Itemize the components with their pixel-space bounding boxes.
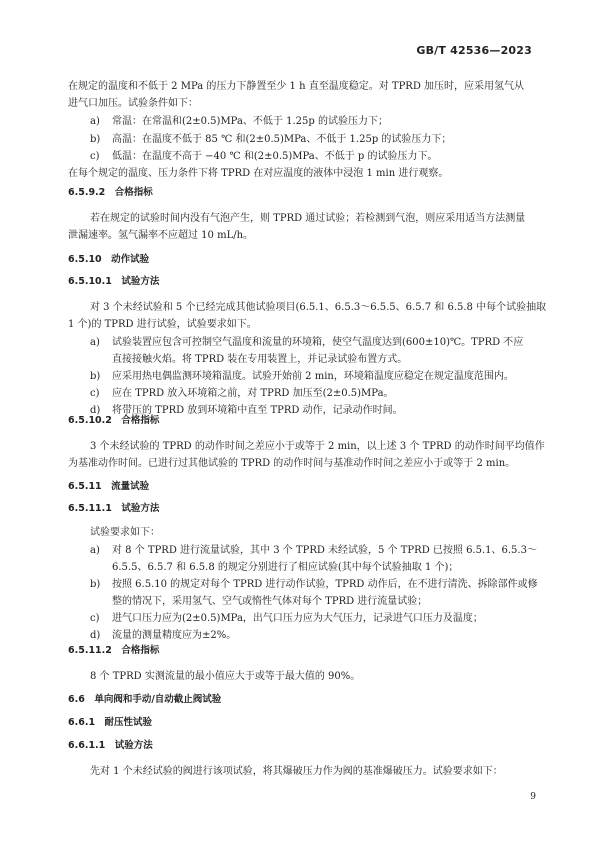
list-marker: a) [90, 545, 100, 556]
list-marker: c) [90, 151, 100, 162]
list-item [90, 544, 538, 558]
section-heading: 6.5.11.2 合格指标 [68, 645, 160, 656]
section-heading: 6.6.1 耐压性试验 [68, 717, 153, 728]
list-item-continuation: 直接接触火焰。将 TPRD 装在专用装置上，并记录试验布置方式。 [112, 354, 408, 365]
list-item [90, 629, 538, 643]
list-text: 试验装置应包含可控制空气温度和流量的环境箱，使空气温度达到(600±10)℃。TPRD 不应 [112, 337, 524, 348]
section-heading: 6.5.9.2 合格指标 [68, 187, 153, 198]
standard-number: GB/T 42536—2023 [416, 44, 532, 57]
paragraph-line: 对 3 个未经试验和 5 个已经完成其他试验项目(6.5.1、6.5.3～6.5.5、6.5.7 和 6.5.8 中每个试验抽取 [90, 302, 547, 313]
list-text: 应在 TPRD 放入环境箱之前，对 TPRD 加压至(2±0.5)MPa。 [112, 388, 394, 399]
list-item [90, 150, 538, 164]
section-heading: 6.5.10 动作试验 [68, 254, 150, 265]
list-marker: d) [90, 630, 101, 641]
section-heading: 6.5.11.1 试验方法 [68, 503, 160, 514]
list-marker: b) [90, 134, 101, 145]
list-text: 对 8 个 TPRD 进行流量试验，其中 3 个 TPRD 未经试验，5 个 TPRD 已按照 6.5.1、6.5.3～ [112, 545, 537, 556]
list-item [90, 370, 538, 384]
list-marker: d) [90, 405, 101, 416]
list-item-continuation: 整的情况下，采用氢气、空气或惰性气体对每个 TPRD 进行流量试验； [112, 596, 428, 607]
list-text: 高温：在温度不低于 85 ℃ 和(2±0.5)MPa、不低于 1.25p 的试验压力下； [112, 134, 452, 145]
list-marker: c) [90, 388, 100, 399]
list-item-continuation: 6.5.5、6.5.7 和 6.5.8 的规定分别进行了相应试验(其中每个试验抽取 1 个)； [112, 562, 459, 573]
list-text: 应采用热电偶监测环境箱温度。试验开始前 2 min，环境箱温度应稳定在规定温度范围内。 [112, 371, 514, 382]
list-item [90, 336, 538, 350]
paragraph-line: 试验要求如下： [90, 527, 160, 538]
list-marker: a) [90, 337, 100, 348]
list-text: 流量的测量精度应为±2%。 [112, 630, 237, 641]
list-item [90, 612, 538, 626]
list-text: 进气口压力应为(2±0.5)MPa，出气口压力应为大气压力，记录进气口压力及温度； [112, 613, 483, 624]
section-heading: 6.6 单向阀和手动/自动截止阀试验 [68, 694, 222, 705]
list-text: 按照 6.5.10 的规定对每个 TPRD 进行动作试验，TPRD 动作后，在不进行清洗、拆除部件或修 [112, 579, 538, 590]
section-heading: 6.5.11 流量试验 [68, 481, 150, 492]
list-item [90, 115, 538, 129]
list-text: 将带压的 TPRD 放到环境箱中直至 TPRD 动作，记录动作时间。 [112, 405, 403, 416]
list-item [90, 387, 538, 401]
list-item [90, 578, 538, 592]
paragraph-line: 8 个 TPRD 实测流量的最小值应大于或等于最大值的 90%。 [90, 671, 361, 682]
paragraph-line: 若在规定的试验时间内没有气泡产生，则 TPRD 通过试验；若检测到气泡，则应采用适当方法测量 [90, 213, 526, 224]
paragraph-line: 1 个)的 TPRD 进行试验，试验要求如下。 [68, 319, 257, 330]
paragraph-line: 为基准动作时间。已进行过其他试验的 TPRD 的动作时间与基准动作时间之差应小于或等于 2 min。 [68, 458, 516, 469]
list-marker: c) [90, 613, 100, 624]
section-heading: 6.5.10.2 合格指标 [68, 415, 160, 426]
paragraph-line: 在每个规定的温度、压力条件下将 TPRD 在对应温度的液体中浸泡 1 min 进行观察。 [68, 168, 449, 179]
page-number: 9 [530, 792, 536, 802]
list-text: 常温：在常温和(2±0.5)MPa、不低于 1.25p 的试验压力下； [112, 116, 388, 127]
section-heading: 6.5.10.1 试验方法 [68, 276, 160, 287]
section-heading: 6.6.1.1 试验方法 [68, 740, 153, 751]
paragraph-line: 泄漏速率。氢气漏率不应超过 10 mL/h。 [68, 230, 254, 241]
paragraph-line: 在规定的温度和不低于 2 MPa 的压力下静置至少 1 h 直至温度稳定。对 TPRD 加压时，应采用氢气从 [68, 81, 525, 92]
list-marker: b) [90, 371, 101, 382]
paragraph-line: 进气口加压。试验条件如下： [68, 98, 198, 109]
list-marker: a) [90, 116, 100, 127]
list-text: 低温：在温度不高于 −40 ℃ 和(2±0.5)MPa、不低于 p 的试验压力下。 [112, 151, 438, 162]
paragraph-line: 3 个未经试验的 TPRD 的动作时间之差应小于或等于 2 min，以上述 3 个 TPRD 的动作时间平均值作 [90, 441, 545, 452]
list-marker: b) [90, 579, 101, 590]
list-item [90, 133, 538, 147]
paragraph-line: 先对 1 个未经试验的阀进行该项试验，将其爆破压力作为阀的基准爆破压力。试验要求如下： [90, 766, 503, 777]
